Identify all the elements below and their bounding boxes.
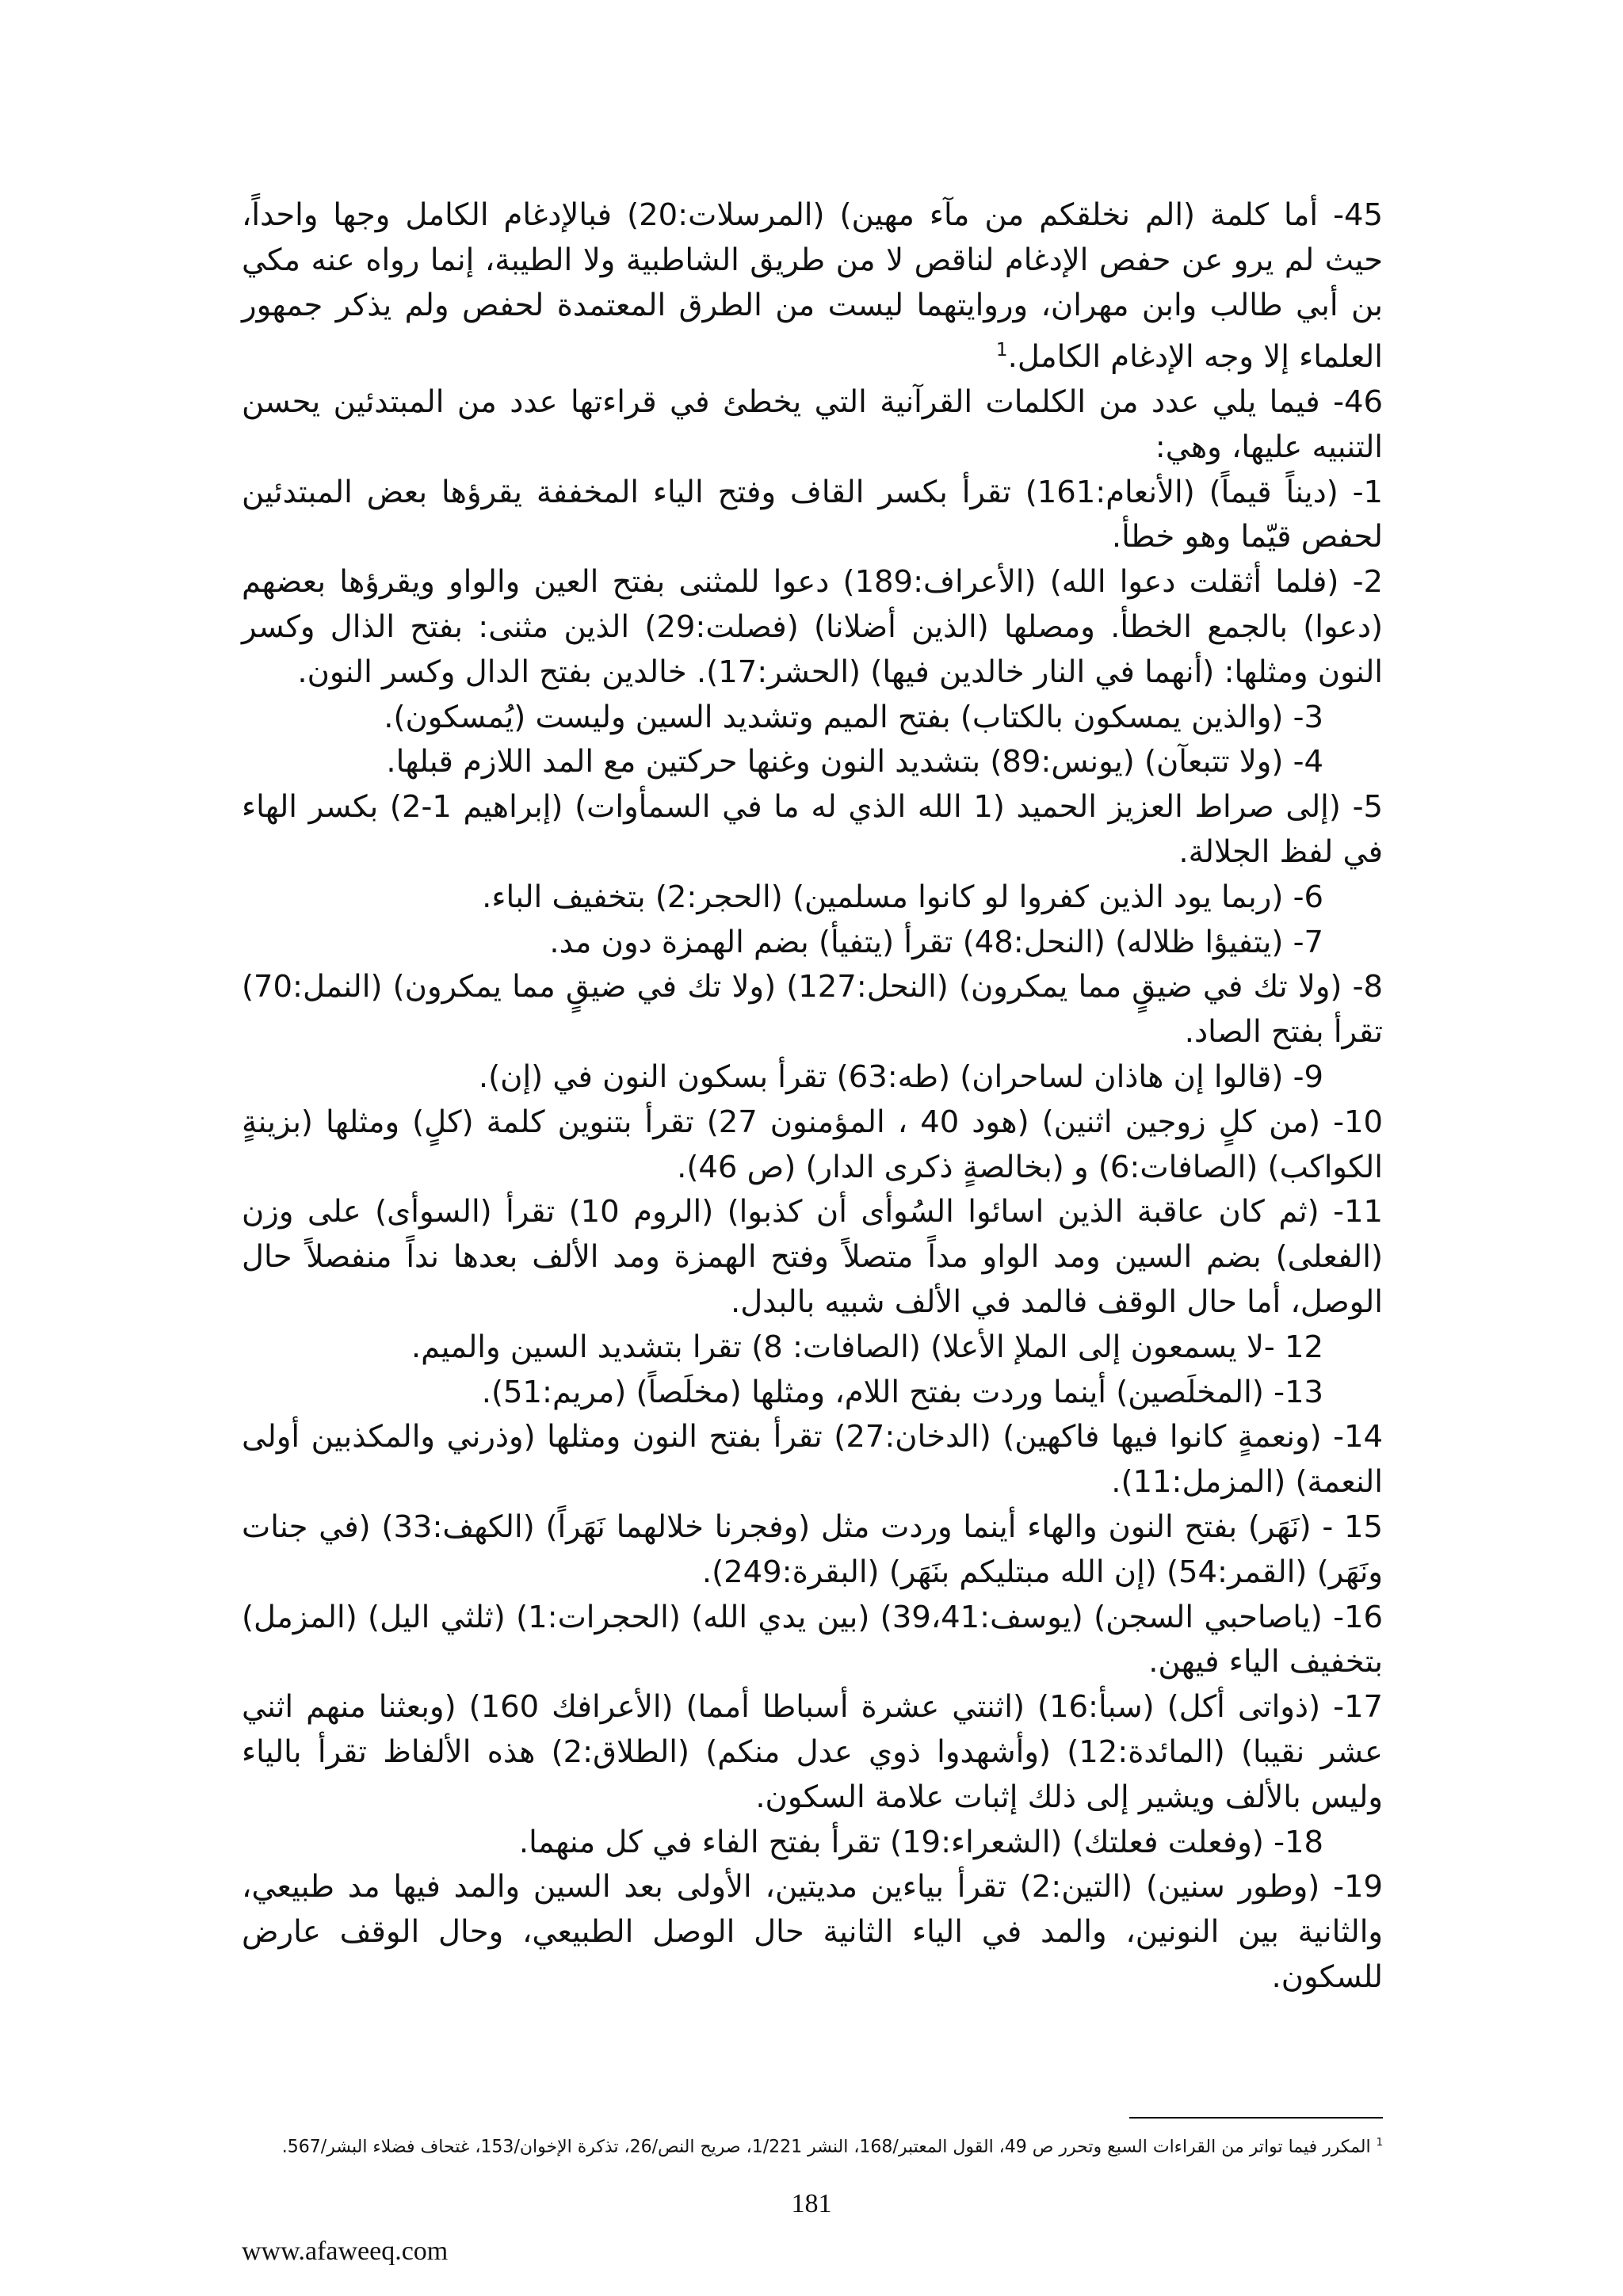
list-item-6: 6- (ربما يود الذين كفروا لو كانوا مسلمين) (الحجر:2) بتخفيف الباء. xyxy=(482,879,1323,915)
list-item-3: 3- (والذين يمسكون بالكتاب) بفتح الميم وتشديد السين وليست (يُمسكون). xyxy=(384,699,1323,735)
list-item-15: 15 - (نَهَر) بفتح النون والهاء أينما وردت مثل (وفجرنا خلالهما نَهَراً) (الكهف:33) (في جنات ونَهَر) (القمر:54) (إن الله مبتليكم بنَهَر) (البقرة:249). xyxy=(242,1508,1383,1590)
paragraph-45-text: 45- أما كلمة (الم نخلقكم من مآء مهين) (المرسلات:20) فبالإدغام الكامل وجها واحداً، حيث لم يرو عن حفص الإدغام لناقص لا من طريق الشاطبية ولا الطيبة، إنما رواه عنه مكي بن أبي طالب وابن مهران، وروايتهما ليست من الطرق المعتمدة لحفص ولم يذكر جمهور العلماء إلا وجه الإدغام الكامل. xyxy=(242,197,1383,376)
paragraph-46: 46- فيما يلي عدد من الكلمات القرآنية التي يخطئ في قراءتها عدد من المبتدئين يحسن التنبيه عليها، وهي: xyxy=(242,384,1383,465)
list-item-10: 10- (من كلٍ زوجين اثنين) (هود 40 ، المؤمنون 27) تقرأ بتنوين كلمة (كلٍ) ومثلها (بزينةٍ الكواكب) (الصافات:6) و (بخالصةٍ ذكرى الدار) (ص 46). xyxy=(242,1104,1383,1185)
list-item-19: 19- (وطور سنين) (التين:2) تقرأ بياءين مديتين، الأولى بعد السين والمد فيها مد طبيعي، والثانية بين النونين، والمد في الياء الثانية حال الوصل الطبيعي، وحال الوقف عارض للسكون. xyxy=(242,1869,1383,1995)
list-item-8: 8- (ولا تك في ضيقٍ مما يمكرون) (النحل:127) (ولا تك في ضيقٍ مما يمكرون) (النمل:70) تقرأ بفتح الصاد. xyxy=(242,969,1383,1051)
list-item-9: 9- (قالوا إن هاذان لساحران) (طه:63) تقرأ بسكون النون في (إن). xyxy=(478,1058,1323,1095)
list-item-7: 7- (يتفيؤا ظلاله) (النحل:48) تقرأ (يتفيأ) بضم الهمزة دون مد. xyxy=(549,924,1323,960)
list-item-13: 13- (المخلَصين) أينما وردت بفتح اللام، ومثلها (مخلَصاً) (مريم:51). xyxy=(481,1374,1323,1410)
list-item-2: 2- (فلما أثقلت دعوا الله) (الأعراف:189) دعوا للمثنى بفتح العين والواو ويقرؤها بعضهم (دعوا) بالجمع الخطأ. ومصلها (الذين أضلانا) (فصلت:29) الذين مثنى: بفتح الذال وكسر النون ومثلها: (أنهما في النار خالدين فيها) (الحشر:17). خالدين بفتح الدال وكسر النون. xyxy=(242,564,1383,690)
list-item-18: 18- (وفعلت فعلتك) (الشعراء:19) تقرأ بفتح الفاء في كل منهما. xyxy=(518,1824,1323,1860)
footnote-reference: 1 xyxy=(995,340,1008,361)
footnote-separator xyxy=(1129,2117,1383,2119)
list-item-1: 1- (ديناً قيماً) (الأنعام:161) تقرأ بكسر القاف وفتح الياء المخففة يقرؤها بعض المبتدئين لحفص قيّما وهو خطأ. xyxy=(242,474,1383,555)
list-item-16: 16- (ياصاحبي السجن) (يوسف:39،41) (بين يدي الله) (الحجرات:1) (ثلثي اليل) (المزمل) بتخفيف الياء فيهن. xyxy=(242,1599,1383,1680)
paragraph-45 xyxy=(242,193,1383,380)
list-item-11: 11- (ثم كان عاقبة الذين اسائوا السُوأى أن كذبوا) (الروم 10) تقرأ (السوأى) على وزن (الفعلى) بضم السين ومد الواو مداً متصلاً وفتح الهمزة ومد الألف بعدها نداً منفصلاً حال الوصل، أما حال الوقف فالمد في الألف شبيه بالبدل. xyxy=(242,1194,1383,1320)
page-number: 181 xyxy=(791,2189,832,2218)
site-url: www.afaweeq.com xyxy=(242,2237,449,2266)
footnote xyxy=(242,2130,1383,2160)
list-item-4: 4- (ولا تتبعآن) (يونس:89) بتشديد النون وغنها حركتين مع المد اللازم قبلها. xyxy=(386,744,1323,780)
list-item-14: 14- (ونعمةٍ كانوا فيها فاكهين) (الدخان:27) تقرأ بفتح النون ومثلها (وذرني والمكذبين أولى النعمة) (المزمل:11). xyxy=(242,1419,1384,1501)
list-item-17: 17- (ذواتى أكل) (سبأ:16) (اثنتي عشرة أسباطا أمما) (الأعرافك 160) (وبعثنا منهم اثني عشر نقيبا) (المائدة:12) (وأشهدوا ذوي عدل منكم) (الطلاق:2) هذه الألفاظ تقرأ بالياء وليس بالألف ويشير إلى ذلك إثبات علامة السكون. xyxy=(242,1689,1383,1815)
footnote-number: 1 xyxy=(1376,2137,1383,2149)
main-text-body xyxy=(242,193,1383,2000)
list-item-5: 5- (إلى صراط العزيز الحميد (1 الله الذي له ما في السمأوات) (إبراهيم 1-2) بكسر الهاء في لفظ الجلالة. xyxy=(242,789,1383,870)
footnote-text: المكرر فيما تواتر من القراءات السبع وتحرر ص 49، القول المعتبر/168، النشر 1/221، صريح النص/26، تذكرة الإخوان/153، غتحاف فضلاء البشر/567. xyxy=(281,2137,1371,2157)
list-item-12: 12 -لا يسمعون إلى الملإ الأعلا) (الصافات: 8) تقرا بتشديد السين والميم. xyxy=(411,1329,1323,1365)
